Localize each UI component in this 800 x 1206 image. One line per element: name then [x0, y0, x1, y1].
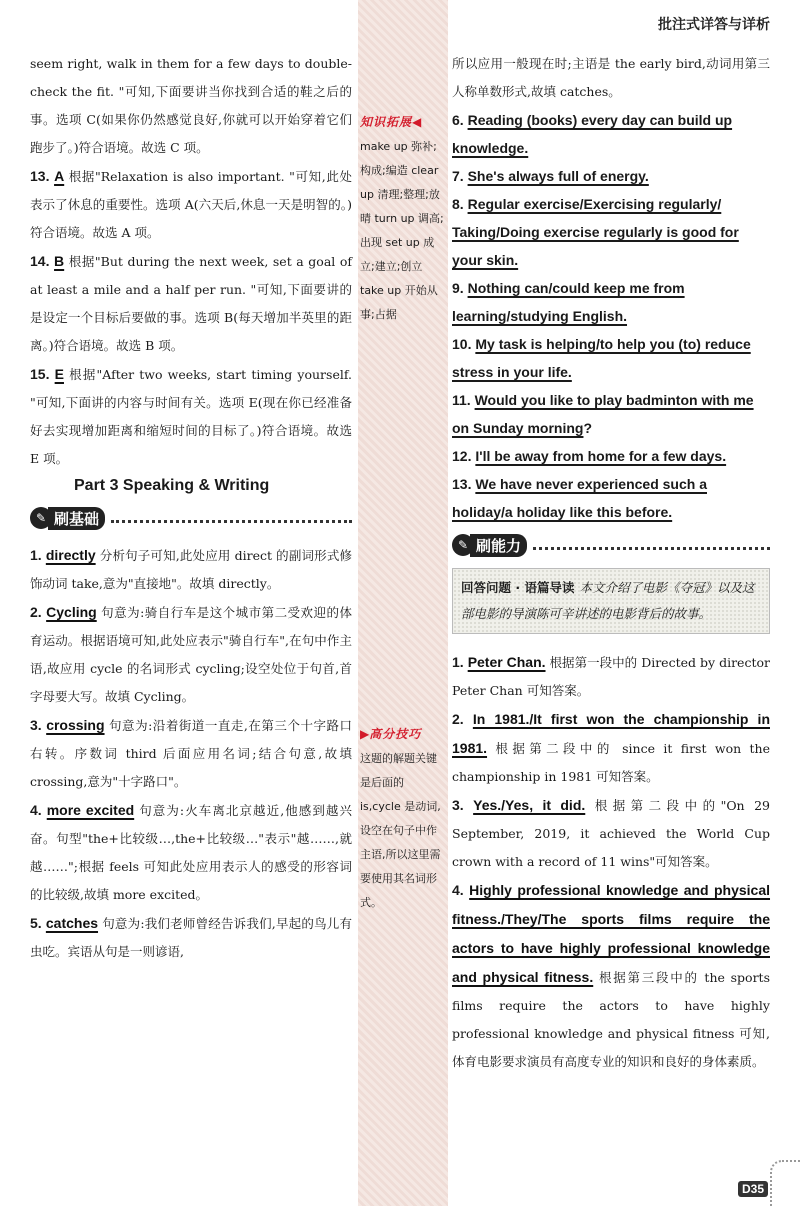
item-number: 2.	[452, 711, 464, 727]
item-number: 8.	[452, 196, 464, 212]
item-answer: I'll be away from home for a few days.	[475, 448, 727, 464]
item-answer: Would you like to play badminton with me on Sunday morning	[452, 392, 754, 436]
item-number: 12.	[452, 448, 472, 464]
item-text: 分析句子可知,此处应用 direct 的副词形式修饰动词 take,意为"直接地"。故填 directly。	[30, 548, 352, 591]
item-text: 句意为:骑自行车是这个城市第二受欢迎的体育运动。根据语境可知,此处应表示"骑自行车",在句中作主语,故应用 cycle 的名词形式 cycling;设空处位于句首,首字母要大写。故填 Cycling。	[30, 605, 352, 704]
item-number: 6.	[452, 112, 464, 128]
item-answer: We have never experienced such a holiday/a holiday like this before.	[452, 476, 707, 520]
guide-label: 回答问题 · 语篇导读	[461, 580, 575, 595]
item-answer-tail: ?	[583, 420, 593, 436]
item-number: 9.	[452, 280, 464, 296]
list-item	[452, 648, 770, 705]
arrow-icon: ◀	[412, 115, 422, 129]
item-text: 根据第三段中的 the sports films require the actors to have highly professional knowledge and physical fitness 可知,体育电影要求演员有高度专业的知识和良好的身体素质。	[452, 970, 770, 1069]
item-number: 7.	[452, 168, 464, 184]
left-column	[30, 50, 352, 966]
item-answer: Regular exercise/Exercising regularly/ Taking/Doing exercise regularly is good for your skin.	[452, 196, 739, 268]
item-text: seem right, walk in them for a few days to double-check the fit. "可知,下面要讲当你找到合适的鞋之后的事。选项 C(如果你仍然感觉良好,你就可以开始穿着它们跑步了。)符合语境。故选 C 项。	[30, 56, 352, 155]
item-answer: B	[54, 253, 65, 269]
item-answer: more excited	[46, 802, 135, 818]
list-item	[30, 909, 352, 966]
section-header-ability	[452, 532, 770, 558]
list-item	[452, 274, 770, 330]
item-number: 1.	[30, 547, 42, 563]
item-answer: She's always full of energy.	[467, 168, 649, 184]
item-number: 13.	[30, 168, 50, 184]
item-number: 3.	[30, 717, 42, 733]
item-number: 1.	[452, 654, 464, 670]
note-text-tips: 这题的解题关键是后面的 is,cycle 是动词,设空在句子中作主语,所以这里需要使用其名词形式。	[360, 752, 441, 909]
part-title: Part 3 Speaking & Writing	[74, 477, 270, 494]
list-item	[452, 106, 770, 162]
item-text: 根据第二段中的"On 29 September, 2019, it achieved the World Cup crown with a record of 11 wins"可知答案。	[452, 798, 770, 869]
item-answer: catches	[45, 915, 99, 931]
item-answer: crossing	[46, 717, 105, 733]
arrow-icon: ▶	[360, 727, 370, 741]
item-number: 13.	[452, 476, 472, 492]
item-number: 11.	[452, 392, 471, 408]
divider	[533, 540, 770, 550]
pen-icon: ✎	[30, 507, 52, 529]
note-text-knowledge: make up 弥补;构成;编造 clear up 清理;整理;放晴 turn up 调高;出现 set up 成立;建立;创立 take up 开始从事;占据	[360, 140, 444, 321]
item-number: 2.	[30, 604, 42, 620]
section-label: 刷基础	[48, 507, 105, 530]
list-item	[30, 711, 352, 796]
item-answer: Nothing can/could keep me from learning/studying English.	[452, 280, 685, 324]
item-answer: Cycling	[46, 604, 97, 620]
item-text: 所以应用一般现在时;主语是 the early bird,动词用第三人称单数形式,故填 catches。	[452, 56, 770, 99]
note-title-tips: 高分技巧	[369, 727, 422, 741]
item-number: 14.	[30, 253, 50, 269]
item-number: 4.	[30, 802, 42, 818]
list-item	[30, 796, 352, 909]
item-number: 15.	[30, 366, 50, 382]
item-number: 10.	[452, 336, 472, 352]
item-text: 根据第一段中的 Directed by director Peter Chan 可知答案。	[452, 655, 770, 698]
list-item	[452, 386, 770, 442]
list-item	[30, 360, 352, 473]
list-item	[30, 50, 352, 162]
item-text: 根据"Relaxation is also important. "可知,此处表示了休息的重要性。选项 A(六天后,休息一天是明智的。)符合语境。故选 A 项。	[30, 169, 352, 240]
item-answer: Highly professional knowledge and physical fitness./They/The sports films require the actors to have highly professional knowledge and physical fitness.	[452, 882, 771, 985]
list-item	[452, 705, 770, 791]
item-text: 根据"But during the next week, set a goal of at least a mile and a half per run. "可知,下面要讲的是设定一个目标后要做的事。选项 B(每天增加半英里的距离。)符合语境。故选 B 项。	[30, 254, 353, 353]
divider	[111, 513, 352, 523]
list-item	[452, 190, 770, 274]
list-item	[30, 541, 352, 598]
item-text: 句意为:沿着街道一直走,在第三个十字路口右转。序数词 third 后面应用名词;结合句意,故填 crossing,意为"十字路口"。	[30, 718, 353, 789]
right-column	[452, 50, 770, 1076]
list-item	[30, 162, 352, 247]
item-text: 根据"After two weeks, start timing yourself. "可知,下面讲的内容与时间有关。选项 E(现在你已经准备好去实现增加距离和缩短时间的目标了。)符合语境。故选 E 项。	[30, 367, 352, 466]
item-number: 3.	[452, 797, 464, 813]
item-text: 句意为:火车离北京越近,他感到越兴奋。句型"the+比较级…,the+比较级…"表示"越……,就越……";根据 feels 可知此处应用表示人的感受的形容词的比较级,故填 more excited。	[30, 803, 352, 902]
list-item	[452, 50, 770, 106]
item-answer: E	[54, 366, 64, 382]
item-answer: Peter Chan.	[467, 654, 546, 670]
item-answer: My task is helping/to help you (to) reduce stress in your life.	[452, 336, 751, 380]
margin-note-knowledge	[360, 110, 446, 327]
item-number: 4.	[452, 882, 464, 898]
item-answer: Yes./Yes, it did.	[473, 797, 586, 813]
item-answer: directly	[45, 547, 96, 563]
margin-note-tips	[360, 722, 446, 915]
item-answer: In 1981./It first won the championship in 1981.	[452, 711, 770, 756]
item-answer: Reading (books) every day can build up knowledge.	[452, 112, 733, 156]
pen-icon: ✎	[452, 534, 474, 556]
item-text: 根据第二段中的 since it first won the championship in 1981 可知答案。	[452, 741, 770, 784]
list-item	[452, 470, 770, 526]
list-item	[30, 247, 352, 360]
list-item	[452, 791, 770, 876]
reading-guide	[452, 568, 770, 634]
corner-decoration	[770, 1160, 800, 1206]
item-text: 句意为:我们老师曾经告诉我们,早起的鸟儿有虫吃。宾语从句是一则谚语,	[30, 916, 352, 959]
guide-text: 本文介绍了电影《夺冠》以及这部电影的导演陈可辛讲述的电影背后的故事。	[461, 580, 755, 621]
page-number: D35	[738, 1181, 768, 1197]
note-title-knowledge: 知识拓展	[360, 115, 413, 129]
section-label: 刷能力	[470, 534, 527, 557]
list-item	[452, 876, 770, 1076]
list-item	[452, 162, 770, 190]
list-item	[452, 442, 770, 470]
list-item	[452, 330, 770, 386]
item-number: 5.	[30, 915, 42, 931]
list-item	[30, 598, 352, 711]
page-header: 批注式详答与详析	[658, 17, 770, 33]
item-answer: A	[54, 168, 65, 184]
section-header-basic	[30, 505, 352, 531]
